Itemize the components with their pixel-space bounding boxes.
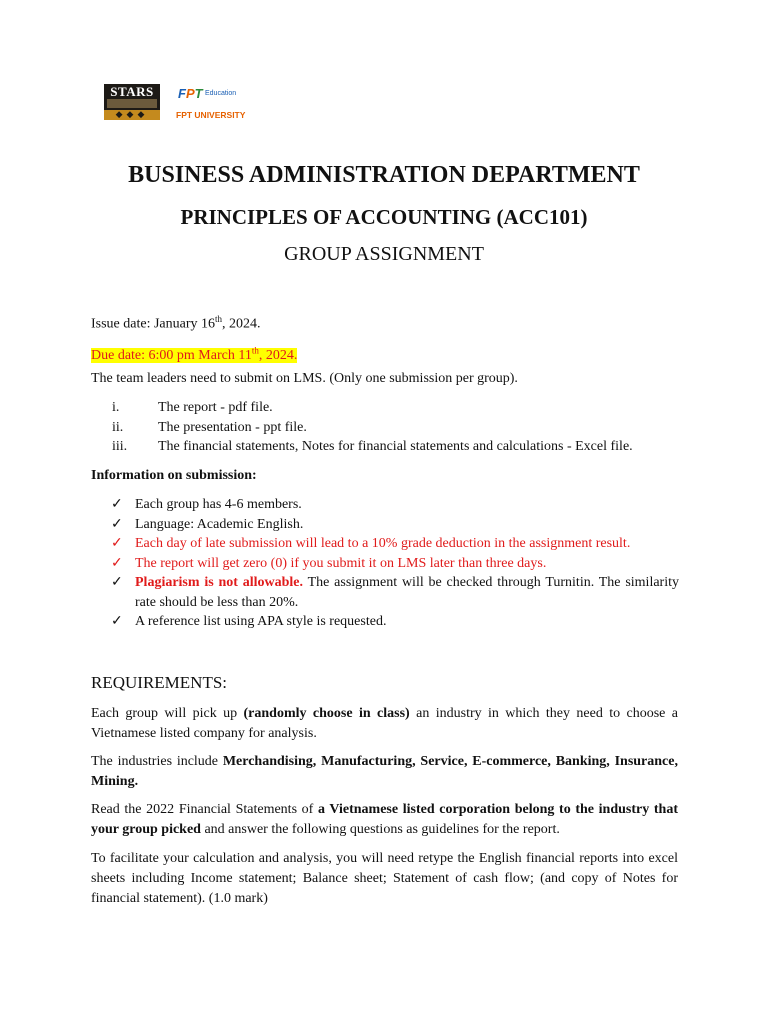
list-item: ✓ The report will get zero (0) if you submit it on LMS later than three days. <box>111 554 679 574</box>
requirements-paragraph-3: Read the 2022 Financial Statements of a Vietnamese listed corporation belong to the industry that your group picked and answer the following questions as guidelines for the report. <box>91 802 679 837</box>
check-icon: ✓ <box>111 536 123 551</box>
requirements-paragraph-1: Each group will pick up (randomly choose in class) an industry in which they need to choose a Vietnamese listed company for analysis. <box>91 706 679 741</box>
due-date: Due date: 6:00 pm March 11th, 2024. <box>91 345 298 363</box>
check-icon: ✓ <box>111 516 123 532</box>
info-heading: Information on submission: <box>91 468 257 483</box>
course-heading: PRINCIPLES OF ACCOUNTING (ACC101) <box>180 205 588 229</box>
requirements-paragraph-4: To facilitate your calculation and analysis, you will need retype the English financial reports into excel sheets including Income statement; Balance sheet; Statement of cash flow; (and copy of Notes for financial statement). (1.0 mark) <box>91 851 678 906</box>
deliverables-list <box>91 398 691 457</box>
stars-logo-text: STARS <box>110 84 154 99</box>
submission-info-list <box>111 495 679 632</box>
issue-date: Issue date: January 16th, 2024. <box>91 314 261 332</box>
list-item: i. The report - pdf file. <box>112 400 273 415</box>
list-item: ✓ Each day of late submission will lead to a 10% grade deduction in the assignment result. <box>111 534 679 554</box>
assignment-heading: GROUP ASSIGNMENT <box>284 243 484 265</box>
list-item: ii. The presentation - ppt file. <box>112 419 307 435</box>
list-item: ✓ A reference list using APA style is requested. <box>111 612 679 632</box>
list-item: ✓ Each group has 4-6 members. <box>111 495 679 515</box>
stars-logo: STARS ◆◆◆ <box>104 84 160 120</box>
list-item: ✓ Language: Academic English. <box>111 515 679 535</box>
check-icon: ✓ <box>111 575 123 590</box>
check-icon: ✓ <box>111 614 123 629</box>
check-icon: ✓ <box>111 497 123 512</box>
requirements-heading: REQUIREMENTS: <box>91 673 227 692</box>
list-item: iii. The financial statements, Notes for financial statements and calculations - Excel file. <box>112 439 633 454</box>
check-icon: ✓ <box>111 555 123 571</box>
fpt-education-text: Education <box>205 90 237 97</box>
department-heading: BUSINESS ADMINISTRATION DEPARTMENT <box>128 162 640 188</box>
fpt-university-text: FPT UNIVERSITY <box>176 110 246 120</box>
submit-note: The team leaders need to submit on LMS. (Only one submission per group). <box>91 371 518 386</box>
fpt-logo: FPT Education FPT UNIVERSITY <box>176 86 246 120</box>
requirements-paragraph-2: The industries include Merchandising, Manufacturing, Service, E-commerce, Banking, Insurance, Mining. <box>91 754 678 789</box>
list-item: ✓ Plagiarism is not allowable. The assignment will be checked through Turnitin. The similarity rate should be less than 20%. <box>111 573 679 612</box>
